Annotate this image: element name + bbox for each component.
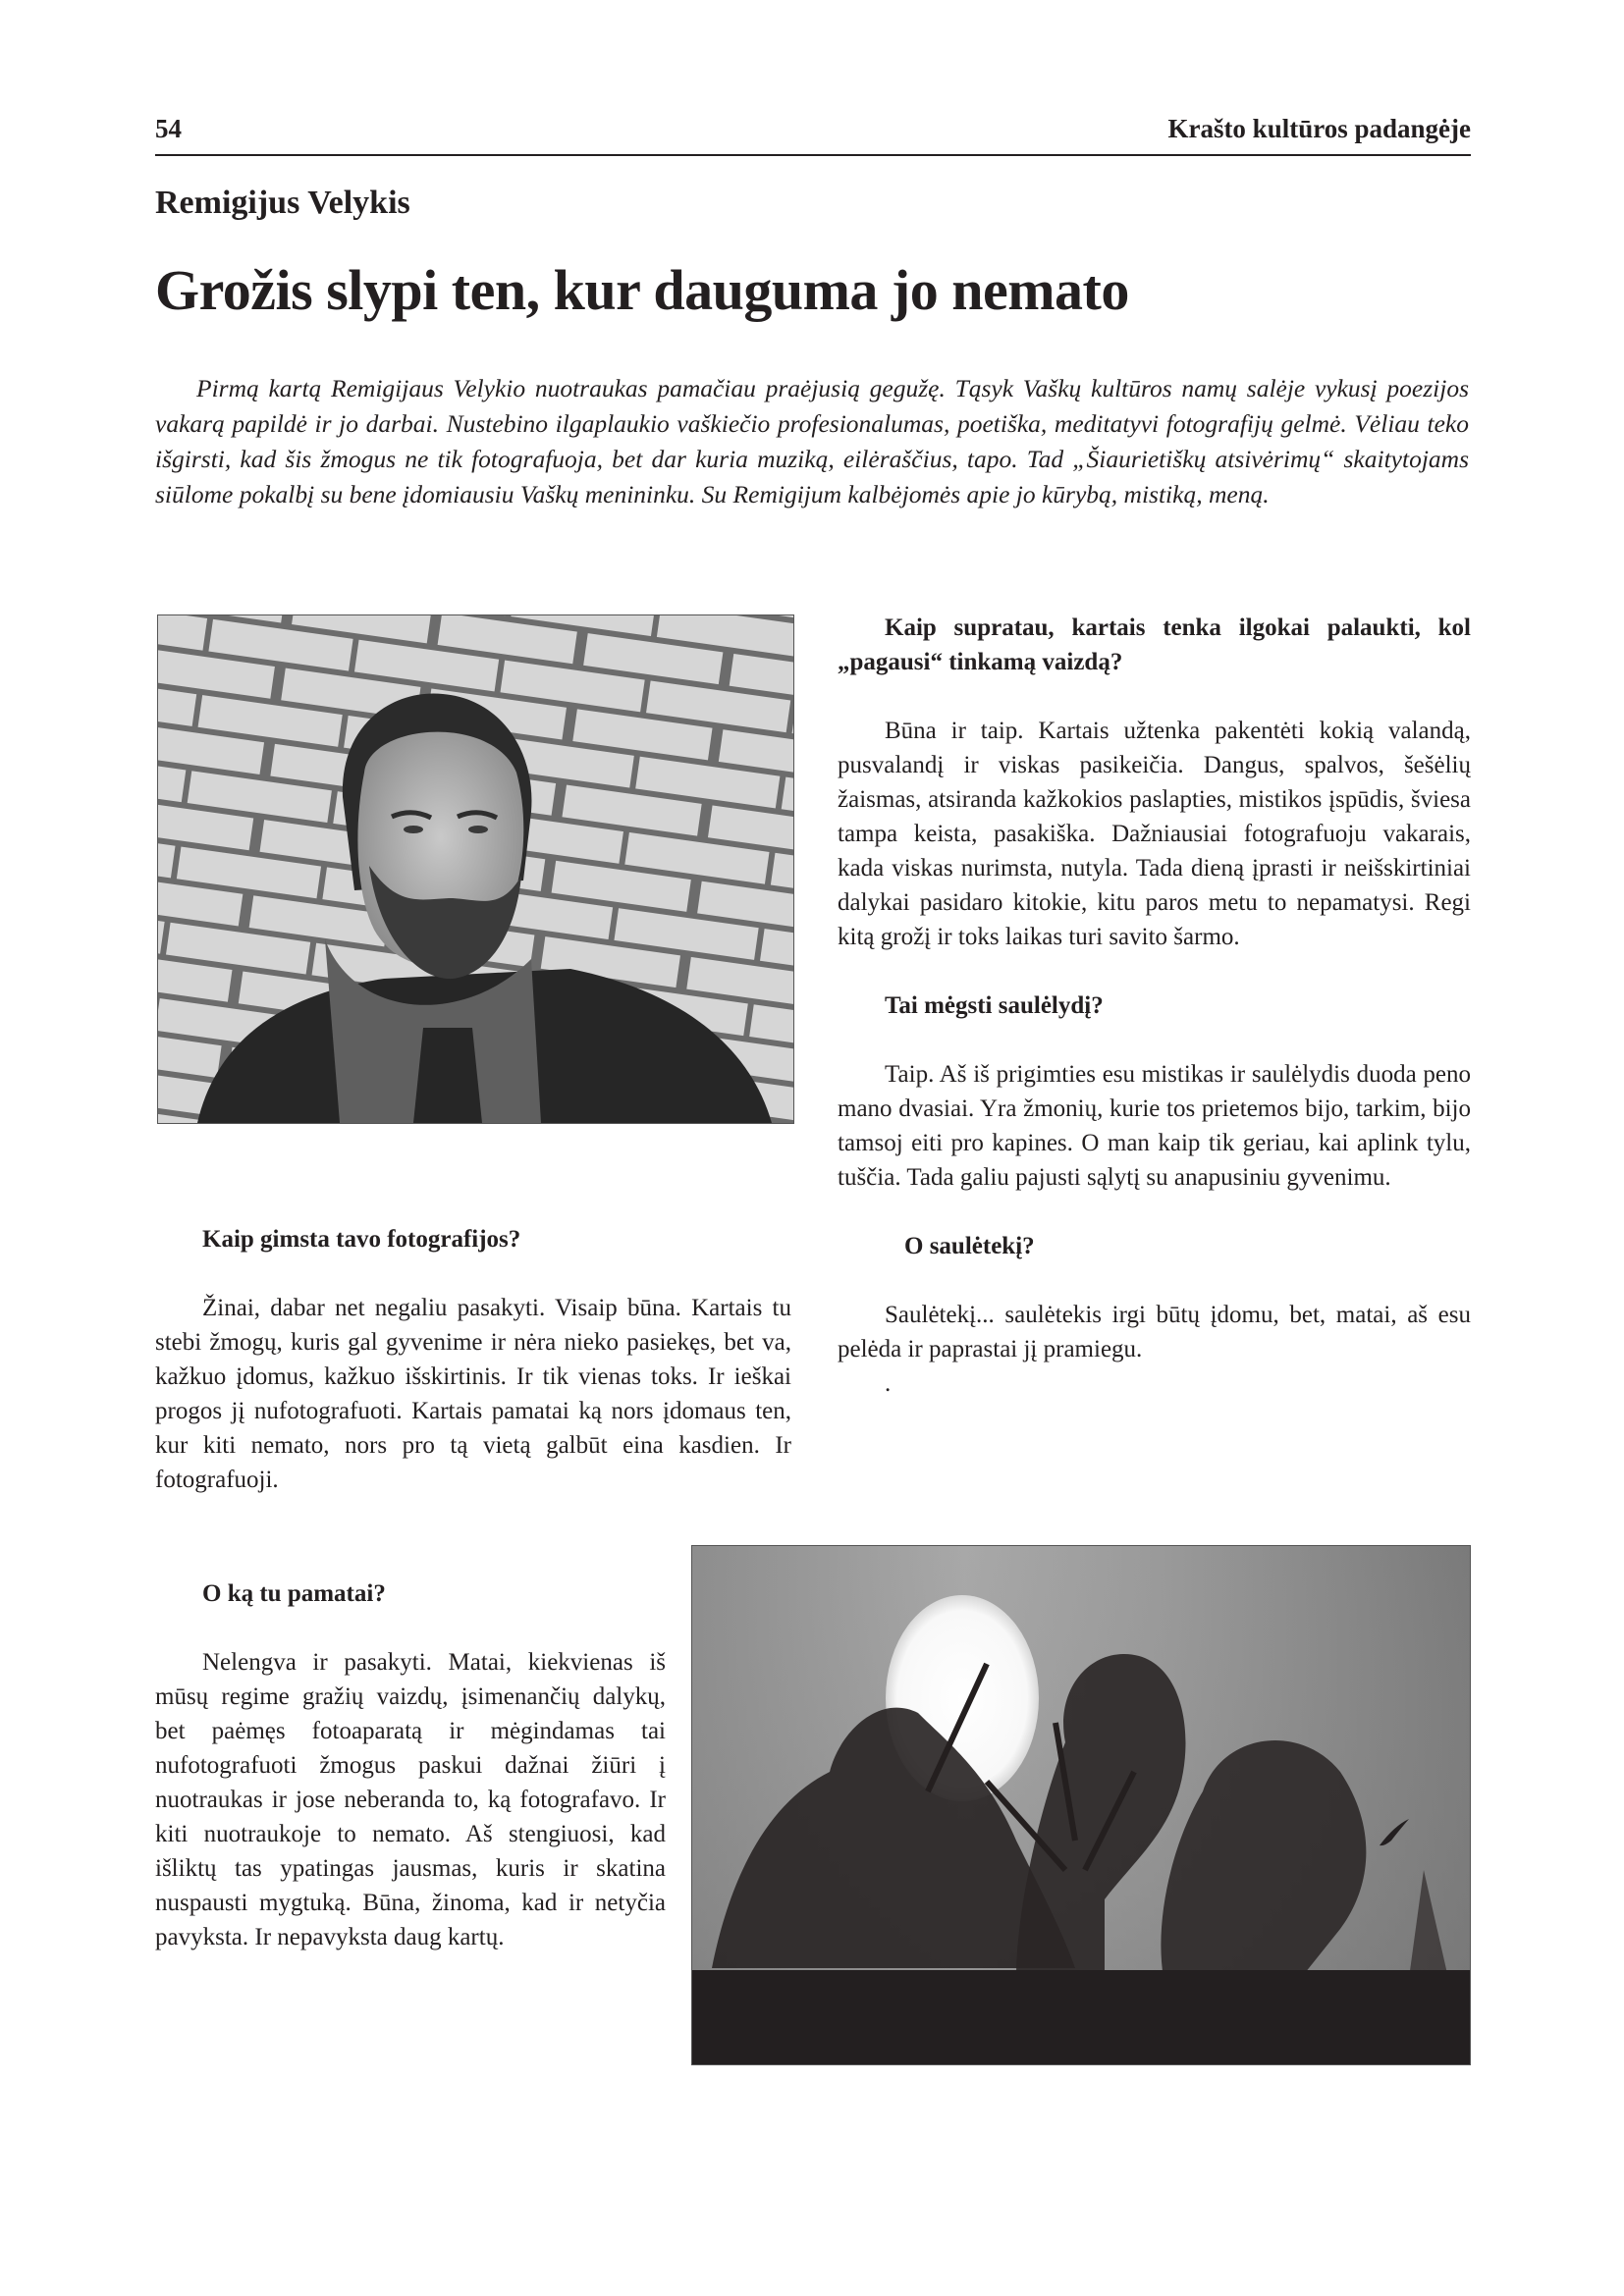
section-name: Krašto kultūros padangėje <box>1167 114 1471 143</box>
stray-mark: . <box>885 1370 892 1397</box>
sunset-illustration <box>692 1546 1470 2064</box>
sunset-photo <box>691 1545 1471 2065</box>
answer-paragraph: Taip. Aš iš prigimties esu mistikas ir saulėlydis duoda peno mano dvasiai. Yra žmonių, kurie tos prietemos bijo, tarkim, bijo tamsoj eiti pro kapines. O man kaip tik geriau, kai aplink tylu, tuščia. Tada galiu pajusti sąlytį su anapusiniu gyvenimu. <box>838 1061 1471 1191</box>
question-heading: Kaip gimsta tavo fotografijos? <box>202 1226 521 1253</box>
article-lead: Pirmą kartą Remigijaus Velykio nuotraukas pamačiau praėjusią gegužę. Tąsyk Vaškų kultūros namų salėje vykusį poezijos vakarą papildė ir jo darbai. Nustebino ilgaplaukio vaškiečio profesionalumas, poetiška, meditatyvi fotografijų gelmė. Vėliau teko išgirsti, kad šis žmogus ne tik fotografuoja, bet dar kuria muziką, eilėraščius, tapo. Tad „Šiaurietiškų atsivėrimų“ skaitytojams siūlome pokalbį su bene įdomiausiu Vaškų menininku. Su Remigijum kalbėjomės apie jo kūrybą, mistiką, meną. <box>155 374 1469 508</box>
header-rule <box>155 154 1471 156</box>
page-number: 54 <box>155 114 182 143</box>
answer-paragraph: Žinai, dabar net negaliu pasakyti. Visaip būna. Kartais tu stebi žmogų, kuris gal gyvenime ir nėra nieko pasiekęs, bet va, kažkuo įdomus, kažkuo išskirtinis. Ir tik vienas toks. Ir ieškai progos jį nufotografuoti. Kartais pamatai ką nors įdomaus ten, kur kiti nemato, nors pro tą vietą galbūt eina kasdien. Ir fotografuoji. <box>155 1295 791 1493</box>
question-heading: O saulėtekį? <box>904 1233 1035 1259</box>
question-heading: O ką tu pamatai? <box>202 1580 386 1607</box>
answer-paragraph: Būna ir taip. Kartais užtenka pakentėti kokią valandą, pusvalandį ir viskas pasikeičia. Dangus, spalvos, šešėlių žaismas, atsiranda kažkokios paslapties, mistikos įspūdis, šviesa tampa keista, pasakiška. Dažniausiai fotografuoju vakarais, kada viskas nurimsta, nutyla. Tada dieną įprasti ir neišskirtiniai dalykai pasidaro kitokie, kitu paros metu to nepamatysi. Regi kitą grožį ir toks laikas turi savito šarmo. <box>838 718 1471 950</box>
question-heading: Kaip supratau, kartais tenka ilgokai palaukti, kol „pagausi“ tinkamą vaizdą? <box>838 614 1471 675</box>
article-title: Grožis slypi ten, kur dauguma jo nemato <box>155 258 1129 322</box>
portrait-photo <box>157 614 794 1124</box>
interview-column-left-bottom <box>155 1576 666 1954</box>
running-header <box>155 110 1471 149</box>
portrait-illustration <box>158 615 793 1123</box>
article-author: Remigijus Velykis <box>155 185 410 221</box>
question-heading: Tai mėgsti saulėlydį? <box>885 992 1104 1019</box>
answer-paragraph: Nelengva ir pasakyti. Matai, kiekvienas iš mūsų regime gražių vaizdų, įsimenančių dalykų, bet paėmęs fotoaparatą ir mėgindamas tai nufotografuoti žmogus paskui dažnai žiūri į nuotraukas ir jose neberanda to, ką fotografavo. Ir kiti nuotraukoje to nemato. Aš stengiuosi, kad išliktų tas ypatingas jausmas, kuris ir skatina nuspausti mygtuką. Būna, žinoma, kad ir netyčia pavyksta. Ir nepavyksta daug kartų. <box>155 1649 666 1950</box>
interview-column-right <box>838 611 1471 1401</box>
interview-column-left <box>155 1222 791 1497</box>
answer-paragraph: Saulėtekį... saulėtekis irgi būtų įdomu, bet, matai, aš esu pelėda ir paprastai jį pramiegu. <box>838 1302 1471 1362</box>
ground <box>692 1970 1470 2064</box>
